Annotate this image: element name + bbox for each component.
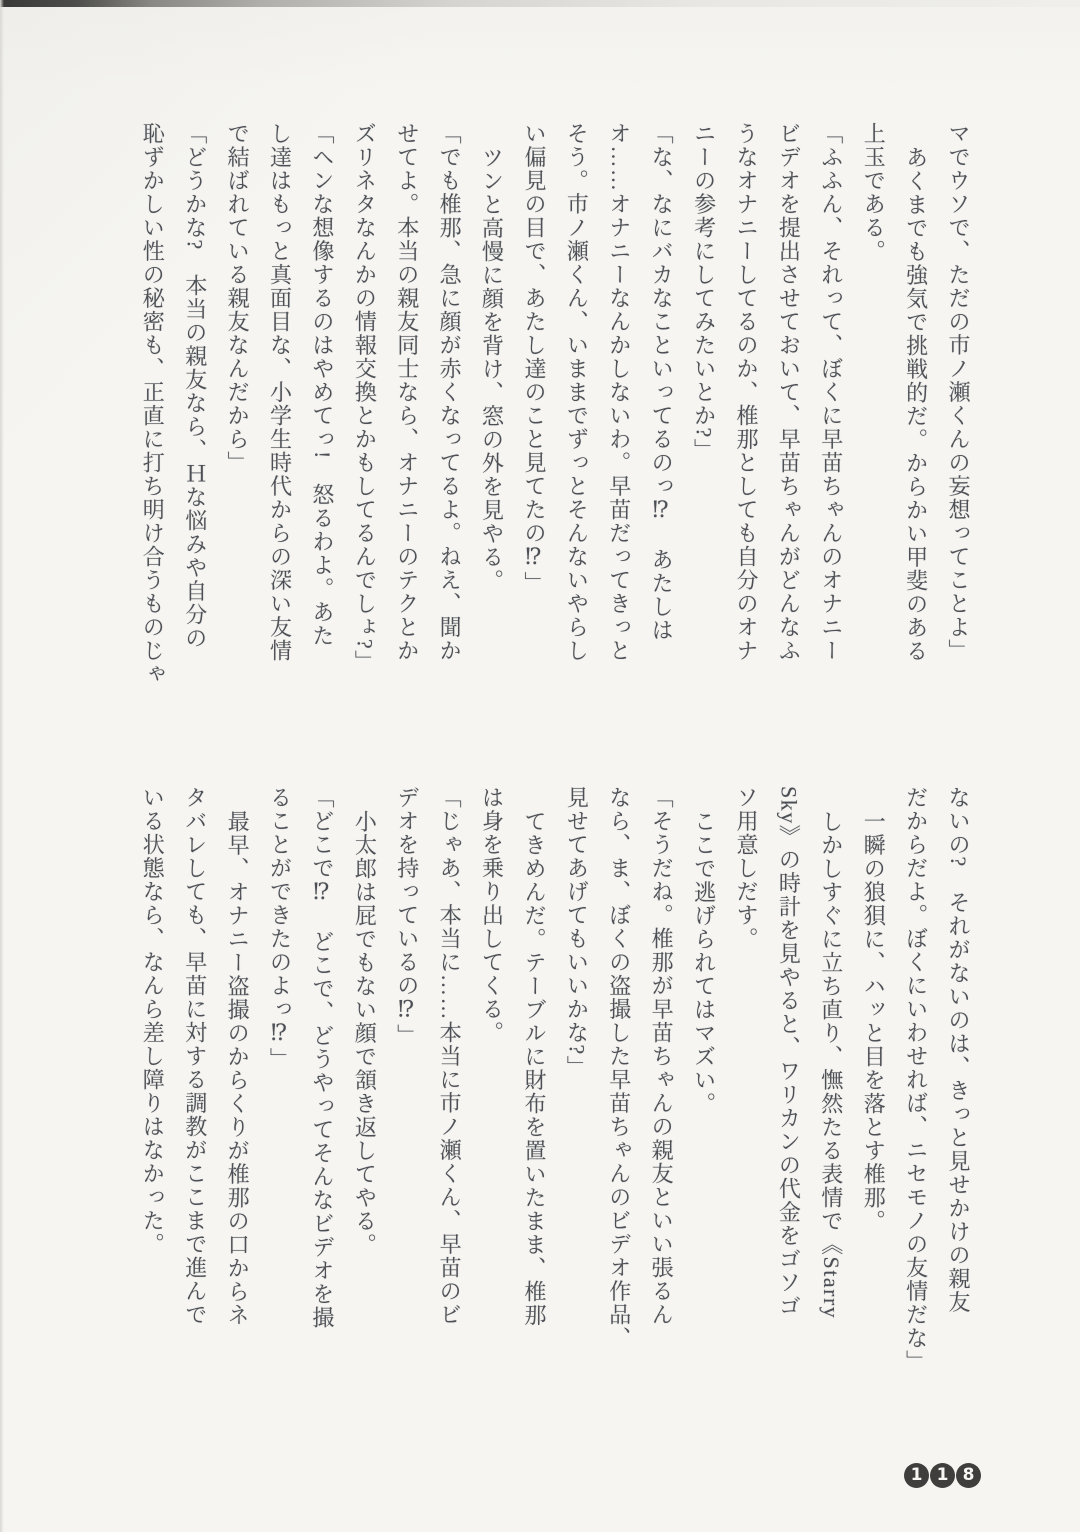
text-line: 「でも椎那、急に顔が赤くなってるよ。ねえ、聞か bbox=[437, 122, 463, 663]
text-column-block-upper bbox=[131, 122, 979, 710]
text-line: 一瞬の狼狽に、ハッと目を落とす椎那。 bbox=[861, 809, 887, 1233]
text-line: 見せてあげてもいいかな?」 bbox=[564, 786, 590, 1080]
text-line: 「どこで⁉ どこで、どうやってそんなビデオを撮 bbox=[309, 786, 335, 1330]
text-line: いる状態なら、なんら差し障りはなかった。 bbox=[140, 786, 166, 1256]
text-line: うなオナニーしてるのか、椎那としても自分のオナ bbox=[733, 122, 759, 663]
text-line: タバレしても、早苗に対する調教がここまで進んで bbox=[182, 786, 208, 1327]
text-line: は身を乗り出してくる。 bbox=[479, 786, 505, 1045]
text-line: 「ふふん、それって、ぼくに早苗ちゃんのオナニー bbox=[818, 122, 844, 663]
text-line: い偏見の目で、あたし達のこと見てたの⁉」 bbox=[521, 122, 547, 595]
text-line: なら、ま、ぼくの盗撮した早苗ちゃんのビデオ作品、 bbox=[606, 786, 632, 1350]
text-column-block-lower bbox=[131, 786, 979, 1374]
text-line: だからだよ。ぼくにいわせれば、ニセモノの友情だな」 bbox=[903, 786, 929, 1374]
page-number-digit: 1 bbox=[930, 1463, 955, 1488]
page-number-digit: 8 bbox=[956, 1463, 981, 1488]
page-number bbox=[904, 1463, 981, 1488]
text-line: あくまでも強気で挑戦的だ。からかい甲斐のある bbox=[903, 145, 929, 663]
text-line: 恥ずかしい性の秘密も、正直に打ち明け合うものじゃ bbox=[140, 122, 166, 686]
text-line: ソ用意しだす。 bbox=[733, 786, 759, 951]
scan-left-edge-artifact bbox=[0, 0, 4, 1532]
text-line: しかしすぐに立ち直り、憮然たる表情で《Starry bbox=[818, 809, 844, 1319]
text-line: ズリネタなんかの情報交換とかもしてるんでしょ?」 bbox=[352, 122, 378, 674]
text-line: 「じゃあ、本当に……本当に市ノ瀬くん、早苗のビ bbox=[437, 786, 463, 1327]
text-line: てきめんだ。テーブルに財布を置いたまま、椎那 bbox=[521, 809, 547, 1327]
text-line: 「ヘンな想像するのはやめてっ! 怒るわよ。あた bbox=[309, 122, 335, 648]
text-line: ないの? それがないのは、きっと見せかけの親友 bbox=[946, 786, 971, 1315]
text-line: そう。市ノ瀬くん、いままでずっとそんないやらし bbox=[564, 122, 590, 663]
text-line: ることができたのよっ⁉」 bbox=[267, 786, 293, 1071]
text-line: 上玉である。 bbox=[861, 122, 887, 263]
text-line: Sky》の時計を見やると、ワリカンの代金をゴソゴ bbox=[776, 786, 802, 1319]
text-line: マでウソで、ただの市ノ瀬くんの妄想ってことよ」 bbox=[946, 122, 971, 663]
text-line: し達はもっと真面目な、小学生時代からの深い友情 bbox=[267, 122, 293, 663]
scan-top-edge-artifact bbox=[0, 0, 1080, 7]
text-line: 「な、なにバカなこといってるのっ⁉ あたしは bbox=[649, 122, 675, 642]
text-line: ツンと高慢に顔を背け、窓の外を見やる。 bbox=[479, 145, 505, 592]
text-line: ビデオを提出させておいて、早苗ちゃんがどんなふ bbox=[776, 122, 802, 663]
text-line: オ……オナニーなんかしないわ。早苗だってきっと bbox=[606, 122, 632, 663]
text-line: 「そうだね。椎那が早苗ちゃんの親友といい張るん bbox=[649, 786, 675, 1327]
page-number-digit: 1 bbox=[904, 1463, 929, 1488]
text-line: デオを持っているの⁉」 bbox=[394, 786, 420, 1048]
text-line: ニーの参考にしてみたいとか?」 bbox=[691, 122, 717, 463]
text-line: 小太郎は屁でもない顔で頷き返してやる。 bbox=[352, 809, 378, 1256]
text-line: 「どうかな? 本当の親友なら、Ｈな悩みや自分の bbox=[182, 122, 208, 651]
text-line: で結ばれている親友なんだから」 bbox=[225, 122, 251, 475]
text-line: ここで逃げられてはマズい。 bbox=[691, 809, 717, 1115]
text-line: せてよ。本当の親友同士なら、オナニーのテクとか bbox=[394, 122, 420, 663]
text-line: 最早、オナニー盗撮のからくりが椎那の口からネ bbox=[225, 809, 251, 1327]
